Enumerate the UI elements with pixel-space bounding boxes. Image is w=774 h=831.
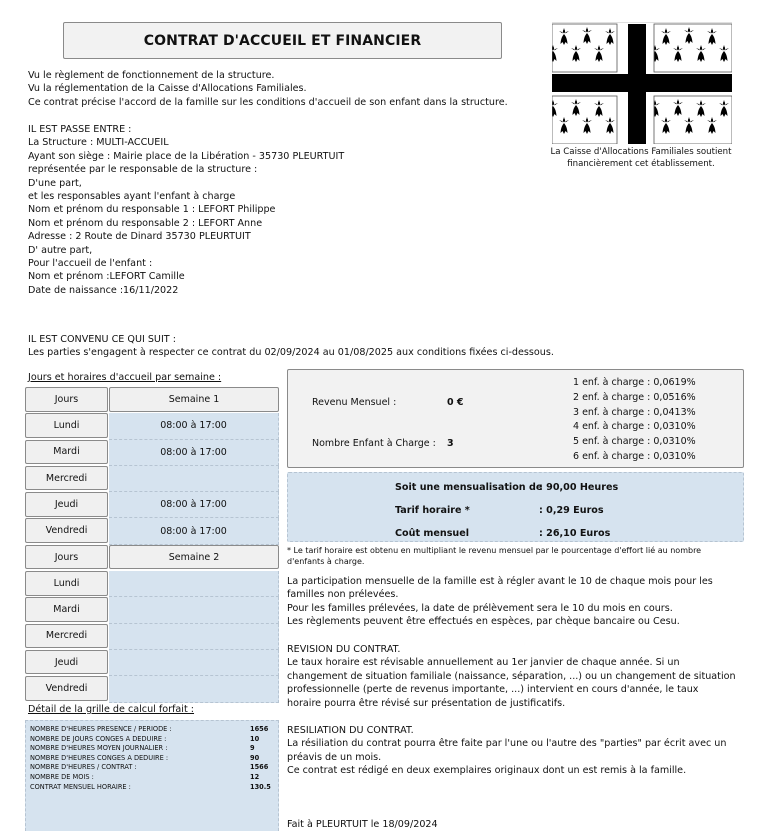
schedule-row xyxy=(25,413,279,439)
resiliation-line: La résiliation du contrat pourra être faite par l'une ou l'autre des "parties" par écrit avec un xyxy=(287,738,727,750)
resiliation-line: préavis de un mois. xyxy=(287,751,382,763)
days-header: Jours xyxy=(25,545,108,570)
parties-line: La Structure : MULTI-ACCUEIL xyxy=(28,137,169,149)
calc-label: CONTRAT MENSUEL HORAIRE : xyxy=(30,782,131,791)
revision-line: changement de situation familiale (naissance, séparation, ...) ou un changement de situation xyxy=(287,670,736,682)
hours-cell xyxy=(109,466,279,492)
day-label: Lundi xyxy=(25,413,108,438)
parties-line: Pour l'accueil de l'enfant : xyxy=(28,257,153,269)
income-label: Revenu Mensuel : xyxy=(312,397,397,408)
calc-row xyxy=(30,783,278,793)
resiliation-line: Ce contrat est rédigé en deux exemplaires originaux dont un est remis à la famille. xyxy=(287,765,687,777)
parties-line: Ayant son siège : Mairie place de la Libération - 35730 PLEURTUIT xyxy=(28,150,345,162)
day-label: Vendredi xyxy=(25,676,108,701)
intro-line: Ce contrat précise l'accord de la famille sur les conditions d'accueil de son enfant dans la structure. xyxy=(28,96,508,108)
day-label: Vendredi xyxy=(25,518,108,543)
logo-caption xyxy=(546,146,736,170)
hours-cell xyxy=(109,597,279,623)
day-label: Mercredi xyxy=(25,466,108,491)
tarif-note-line: d'enfants à charge. xyxy=(287,557,365,566)
calc-row xyxy=(30,773,278,783)
days-header: Jours xyxy=(25,387,108,412)
schedule-row xyxy=(25,440,279,466)
calc-title: Détail de la grille de calcul forfait : xyxy=(28,704,195,715)
tarif-label: Coût mensuel xyxy=(395,528,470,539)
income-value: 0 € xyxy=(447,397,464,408)
parties-line: Adresse : 2 Route de Dinard 35730 PLEURTUIT xyxy=(28,231,251,243)
calc-label: NOMBRE D'HEURES MOYEN JOURNALIER : xyxy=(30,744,168,753)
schedule-row xyxy=(25,492,279,518)
tarif-label: Soit une mensualisation de xyxy=(395,482,543,493)
calc-row xyxy=(30,735,278,745)
hours-cell: 08:00 à 17:00 xyxy=(109,518,279,544)
schedule-header-row xyxy=(25,545,279,571)
calc-label: NOMBRE DE JOURS CONGES A DEDUIRE : xyxy=(30,734,167,743)
tarif-value: : 26,10 Euros xyxy=(539,528,611,539)
hours-cell xyxy=(109,571,279,597)
logo-caption-line: La Caisse d'Allocations Familiales soutient xyxy=(550,147,732,157)
agreement-text: Les parties s'engagent à respecter ce contrat du 02/09/2024 au 01/08/2025 aux conditions fixées ci-dessous. xyxy=(28,347,554,359)
calc-value: 130.5 xyxy=(250,782,271,791)
schedule-row xyxy=(25,650,279,676)
schedule-table xyxy=(25,387,279,703)
parties-line: Nom et prénom :LEFORT Camille xyxy=(28,271,185,283)
revenue-box xyxy=(287,369,744,468)
week-header: Semaine 2 xyxy=(109,545,279,570)
intro-line: Vu le règlement de fonctionnement de la structure. xyxy=(28,70,275,81)
day-label: Mercredi xyxy=(25,624,108,649)
tarif-row xyxy=(395,528,610,539)
intro-line: Vu la réglementation de la Caisse d'Allocations Familiales. xyxy=(28,83,307,95)
schedule-title: Jours et horaires d'accueil par semaine : xyxy=(28,372,222,383)
payment-line: Pour les familles prélevées, la date de prélèvement sera le 10 du mois en cours. xyxy=(287,602,673,614)
week-header: Semaine 1 xyxy=(109,387,279,412)
payment-section xyxy=(287,575,757,629)
parties-line: Date de naissance :16/11/2022 xyxy=(28,284,179,296)
tarif-note-line: * Le tarif horaire est obtenu en multipliant le revenu mensuel par le pourcentage d'effort lié au nombre xyxy=(287,546,702,555)
revision-heading: REVISION DU CONTRAT. xyxy=(287,644,401,655)
calc-value: 10 xyxy=(250,734,260,743)
schedule-row xyxy=(25,676,279,702)
revision-line: Le taux horaire est révisable annuellement au 1er janvier de chaque année. Si un xyxy=(287,657,680,669)
effort-rate: 3 enf. à charge : 0,0413% xyxy=(573,406,696,418)
contract-title: CONTRAT D'ACCUEIL ET FINANCIER xyxy=(63,22,502,59)
payment-line: familles non prélevées. xyxy=(287,589,399,601)
calc-grid xyxy=(25,720,279,831)
schedule-row xyxy=(25,466,279,492)
effort-rate: 1 enf. à charge : 0,0619% xyxy=(573,377,696,388)
agreement-heading: IL EST CONVENU CE QUI SUIT : xyxy=(28,334,176,345)
calc-value: 1656 xyxy=(250,725,269,733)
hours-cell: 08:00 à 17:00 xyxy=(109,492,279,518)
parties-line: et les responsables ayant l'enfant à charge xyxy=(28,190,236,202)
effort-rate: 2 enf. à charge : 0,0516% xyxy=(573,391,696,403)
calc-value: 90 xyxy=(250,753,260,762)
day-label: Jeudi xyxy=(25,492,108,517)
schedule-row xyxy=(25,624,279,650)
hours-cell: 08:00 à 17:00 xyxy=(109,413,279,439)
effort-rates xyxy=(573,376,696,465)
tarif-row xyxy=(395,482,618,493)
calc-row xyxy=(30,763,278,773)
payment-line: La participation mensuelle de la famille est à régler avant le 10 de chaque mois pour les xyxy=(287,576,713,587)
payment-line: Les règlements peuvent être effectués en espèces, par chèque bancaire ou Cesu. xyxy=(287,616,680,628)
calc-label: NOMBRE D'HEURES CONGES A DEDUIRE : xyxy=(30,753,169,762)
hours-cell xyxy=(109,624,279,650)
breton-flag-logo xyxy=(552,22,732,144)
tarif-box xyxy=(287,472,744,542)
revision-line: horaire pourra être révisé sur présentation de justificatifs. xyxy=(287,697,566,709)
effort-rate: 4 enf. à charge : 0,0310% xyxy=(573,421,696,433)
tarif-note xyxy=(287,545,757,567)
calc-row xyxy=(30,725,278,735)
agreement-section xyxy=(28,333,554,360)
parties-line: IL EST PASSE ENTRE : xyxy=(28,124,132,135)
day-label: Lundi xyxy=(25,571,108,596)
revision-line: professionnelle (perte de revenus importante, ...) intervient en cours d'année, le taux xyxy=(287,684,699,696)
hours-cell xyxy=(109,676,279,702)
revision-section xyxy=(287,643,757,710)
calc-row xyxy=(30,744,278,754)
day-label: Mardi xyxy=(25,440,108,465)
resiliation-heading: RESILIATION DU CONTRAT. xyxy=(287,725,414,736)
effort-rate: 6 enf. à charge : 0,0310% xyxy=(573,450,696,462)
parties-line: représentée par le responsable de la structure : xyxy=(28,164,258,176)
intro-text xyxy=(28,69,508,109)
parties-line: Nom et prénom du responsable 1 : LEFORT Philippe xyxy=(28,204,276,216)
children-value: 3 xyxy=(447,438,454,449)
schedule-header-row xyxy=(25,387,279,413)
calc-value: 1566 xyxy=(250,763,269,772)
calc-label: NOMBRE D'HEURES / CONTRAT : xyxy=(30,763,137,772)
tarif-label: Tarif horaire * xyxy=(395,505,470,516)
day-label: Jeudi xyxy=(25,650,108,675)
parties-line: Nom et prénom du responsable 2 : LEFORT Anne xyxy=(28,217,263,229)
calc-row xyxy=(30,754,278,764)
calc-value: 12 xyxy=(250,772,260,781)
tarif-value: : 0,29 Euros xyxy=(539,505,604,516)
calc-label: NOMBRE DE MOIS : xyxy=(30,772,94,781)
calc-label: NOMBRE D'HEURES PRESENCE / PERIODE : xyxy=(30,725,172,733)
day-label: Mardi xyxy=(25,597,108,622)
parties-line: D'une part, xyxy=(28,177,82,189)
resiliation-section xyxy=(287,724,757,778)
schedule-row xyxy=(25,571,279,597)
children-label: Nombre Enfant à Charge : xyxy=(312,438,436,449)
tarif-value: : 90,00 Heures xyxy=(539,482,619,493)
tarif-row xyxy=(395,505,604,516)
parties-line: D' autre part, xyxy=(28,244,93,256)
signature-line: Fait à PLEURTUIT le 18/09/2024 xyxy=(287,819,438,830)
effort-rate: 5 enf. à charge : 0,0310% xyxy=(573,436,696,448)
hours-cell: 08:00 à 17:00 xyxy=(109,440,279,466)
schedule-row xyxy=(25,597,279,623)
parties-section xyxy=(28,123,344,297)
logo-caption-line: financièrement cet établissement. xyxy=(567,159,715,169)
hours-cell xyxy=(109,650,279,676)
calc-value: 9 xyxy=(250,744,255,753)
schedule-row xyxy=(25,518,279,544)
